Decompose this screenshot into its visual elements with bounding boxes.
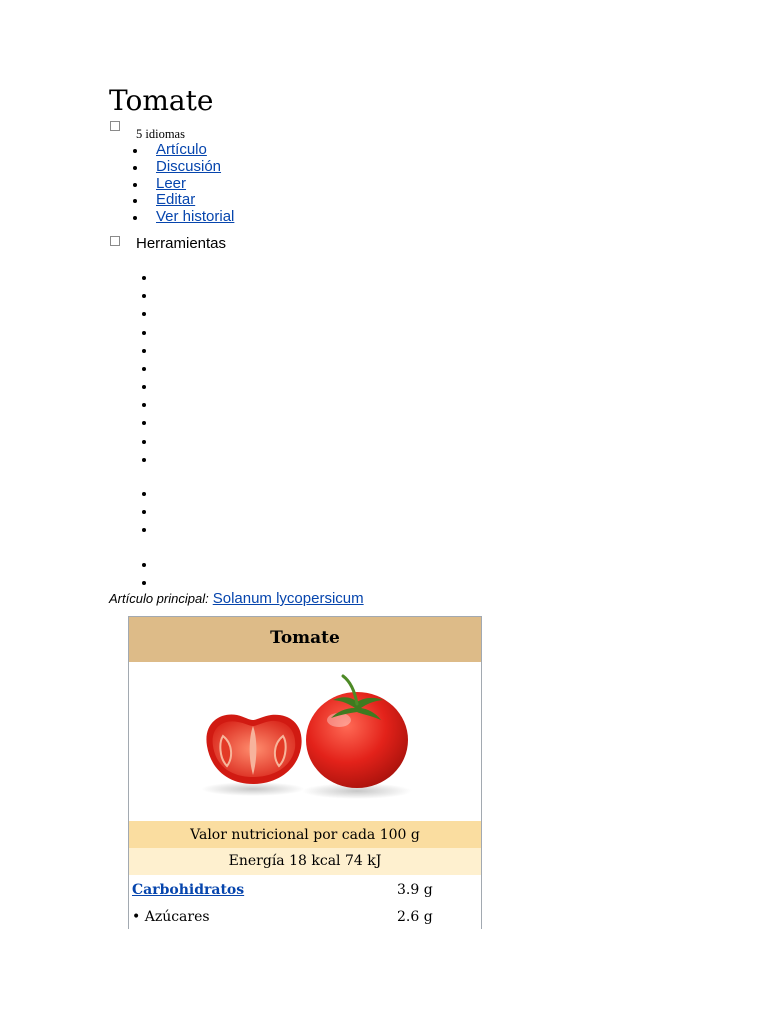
- tab-read[interactable]: [131, 176, 731, 193]
- page: [109, 84, 709, 925]
- table-row: [129, 875, 481, 902]
- tab-history[interactable]: [131, 209, 731, 226]
- list-item: [140, 305, 740, 323]
- list-item: [140, 433, 740, 451]
- tools-list-a: [140, 269, 740, 469]
- tab-discussion[interactable]: [131, 159, 731, 176]
- infobox: [128, 616, 482, 929]
- carbohydrates-value: 3.9 g: [397, 882, 433, 898]
- tools-toggle-row: [109, 231, 709, 253]
- tomato-photo[interactable]: [129, 662, 481, 821]
- tab-edit-link[interactable]: Editar: [156, 191, 196, 209]
- list-item: [140, 378, 740, 396]
- tools-checkbox[interactable]: [110, 236, 120, 246]
- tab-discussion-link[interactable]: Discusión: [156, 157, 222, 175]
- list-item: [140, 503, 740, 521]
- tab-article[interactable]: [131, 142, 731, 159]
- carbohydrates-link[interactable]: Carbohidratos: [132, 882, 245, 898]
- tools-label[interactable]: Herramientas: [136, 234, 227, 252]
- main-article-note: [109, 590, 364, 608]
- language-toggle-row: [109, 118, 709, 141]
- tab-history-link[interactable]: Ver historial: [156, 208, 235, 226]
- list-item: [140, 396, 740, 414]
- list-item: [140, 451, 740, 469]
- sugars-value: 2.6 g: [397, 909, 433, 925]
- language-checkbox[interactable]: [110, 121, 120, 131]
- list-item: [140, 287, 740, 305]
- tab-read-link[interactable]: Leer: [156, 174, 187, 192]
- list-item: [140, 360, 740, 378]
- list-item: [140, 269, 740, 287]
- infobox-title: Tomate: [129, 617, 481, 662]
- main-article-label: Artículo principal:: [109, 591, 209, 606]
- language-count[interactable]: 5 idiomas: [136, 127, 185, 141]
- table-row: [129, 902, 481, 929]
- list-item: [140, 556, 740, 574]
- nutrition-header: Valor nutricional por cada 100 g: [129, 821, 481, 848]
- sugars-label: • Azúcares: [132, 909, 210, 925]
- views-menu: [131, 142, 731, 226]
- tomato-image: [129, 662, 481, 821]
- tools-list-b: [140, 485, 740, 540]
- main-article-link[interactable]: Solanum lycopersicum: [212, 590, 364, 607]
- tab-edit[interactable]: [131, 192, 731, 209]
- energy-row: Energía 18 kcal 74 kJ: [129, 848, 481, 875]
- page-title: Tomate: [109, 84, 214, 117]
- list-item: [140, 521, 740, 539]
- list-item: [140, 342, 740, 360]
- list-item: [140, 414, 740, 432]
- tools-list-c: [140, 556, 740, 592]
- list-item: [140, 324, 740, 342]
- list-item: [140, 485, 740, 503]
- tab-article-link[interactable]: Artículo: [156, 141, 207, 158]
